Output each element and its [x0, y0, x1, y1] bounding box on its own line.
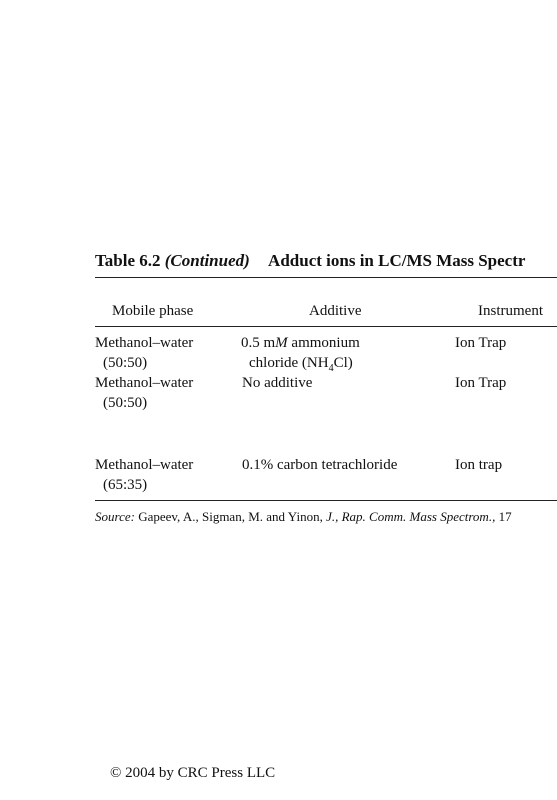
row3-mobile-phase	[95, 455, 193, 495]
row2-mobile-phase-line1: Methanol–water	[95, 375, 194, 391]
source-journal: J., Rap. Comm. Mass Spectrom.,	[326, 509, 496, 524]
row3-mobile-phase-line2: (65:35)	[103, 477, 148, 493]
row3-additive: 0.1% carbon tetrachloride	[242, 457, 398, 473]
row1-additive-name: ammonium	[287, 335, 360, 351]
row3-mobile-phase-line1: Methanol–water	[95, 457, 194, 473]
row1-mobile-phase-line1: Methanol–water	[95, 335, 194, 351]
row1-additive-unit: M	[275, 335, 288, 351]
row3-instrument: Ion trap	[455, 457, 503, 473]
row1-additive-line2	[241, 353, 360, 375]
copyright-footer: © 2004 by CRC Press LLC	[110, 765, 276, 781]
row1-additive-subscript: 4	[328, 363, 334, 374]
table-title: Adduct ions in LC/MS Mass Spectr	[268, 251, 526, 270]
source-label: Source:	[95, 509, 135, 524]
row1-additive-line1	[241, 333, 360, 353]
header-instrument: Instrument	[478, 303, 543, 319]
row2-mobile-phase-line2: (50:50)	[103, 395, 148, 411]
source-authors: Gapeev, A., Sigman, M. and Yinon,	[134, 509, 327, 524]
row1-instrument: Ion Trap	[455, 335, 507, 351]
table-continued: (Continued)	[164, 251, 250, 270]
row1-mobile-phase	[95, 333, 193, 373]
header-additive: Additive	[309, 303, 362, 319]
source-tail: 17	[495, 509, 512, 524]
table-caption	[95, 251, 525, 271]
row1-additive-formula-pre: chloride (NH	[249, 355, 329, 371]
table-header-rule	[95, 326, 557, 327]
row2-instrument: Ion Trap	[455, 375, 507, 391]
header-mobile-phase: Mobile phase	[112, 303, 194, 319]
table-label: Table 6.2	[95, 251, 161, 270]
table-source-note	[95, 509, 512, 525]
table-top-rule	[95, 277, 557, 278]
row1-mobile-phase-line2: (50:50)	[103, 355, 148, 371]
row1-additive-value: 0.5 m	[241, 335, 276, 351]
row1-additive	[241, 333, 360, 375]
row2-mobile-phase	[95, 373, 193, 413]
row2-additive: No additive	[242, 375, 313, 391]
row1-additive-formula-post: Cl)	[333, 355, 353, 371]
table-bottom-rule	[95, 500, 557, 501]
